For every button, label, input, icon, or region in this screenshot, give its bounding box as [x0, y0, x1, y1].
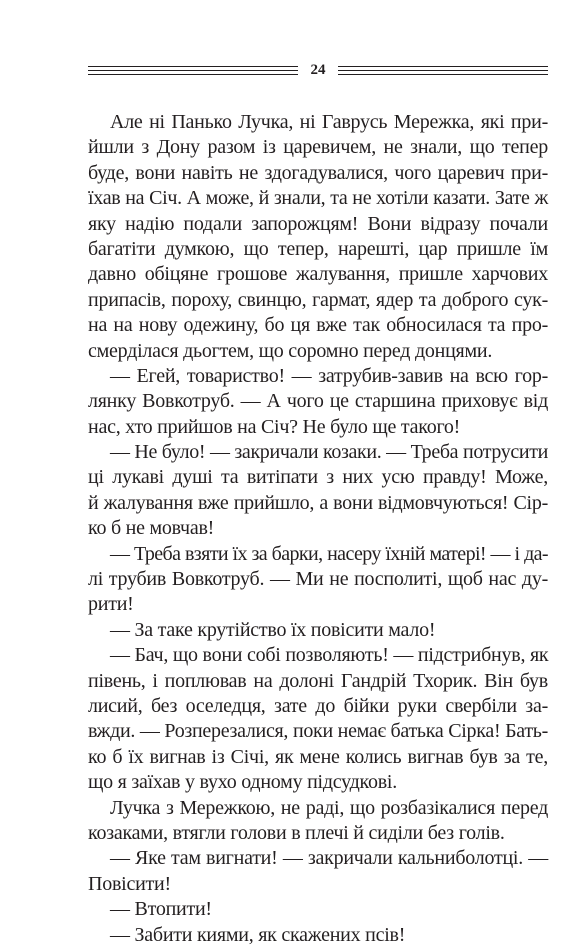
rule-line [88, 74, 298, 75]
text-line: лисий, без оселедця, зате до бійки руки свербіли за- [88, 694, 548, 717]
text-line: — Втопити! [110, 898, 212, 921]
text-line: рити! [88, 593, 134, 616]
body-text [88, 110, 548, 948]
text-line: ко б не мовчав! [88, 517, 215, 540]
text-line: — Бач, що вони собі позволяють! — підстрибнув, як [110, 644, 549, 667]
header-rule-right [338, 66, 548, 76]
text-line: — Егей, товариство! — затрубив-завив на всю гор- [110, 364, 548, 387]
page-number: 24 [310, 62, 326, 78]
text-line: — Треба взяти їх за барки, насеру їхній матері! — і да- [110, 542, 548, 565]
text-line: йшли з Дону разом із царевичем, не знали, що тепер [88, 136, 548, 159]
text-line: нас, хто прийшов на Січ? Не було ще такого! [88, 415, 461, 438]
text-line: півень, і поплював на долоні Гандрій Тхорик. Він був [88, 669, 548, 692]
text-line: багатіти думкою, що тепер, нарешті, цар пришле їм [88, 237, 548, 260]
rule-line [338, 74, 548, 75]
text-line: й жалування вже прийшло, а вони відмовчуються! Сір- [88, 491, 548, 514]
text-line: лі трубив Вовкотруб. — Ми не посполиті, щоб нас ду- [88, 568, 548, 591]
rule-line [338, 66, 548, 67]
text-line: ко б їх вигнав із Січі, як мене колись вигнав був за те, [88, 745, 548, 768]
text-line: ці лукаві душі та витіпати з них усю правду! Може, [88, 466, 548, 489]
rule-line [88, 70, 298, 71]
page-header [88, 60, 548, 84]
rule-line [88, 66, 298, 67]
text-line: буде, вони навіть не здогадувалися, чого царевич при- [88, 161, 548, 184]
text-line: — Не було! — закричали козаки. — Треба потрусити [110, 441, 548, 464]
text-line: лянку Вовкотруб. — А чого це старшина приховує від [88, 390, 548, 413]
text-line: козаками, втягли голови в плечі й сиділи без голів. [88, 821, 505, 844]
text-line: — Забити киями, як скажених псів! [110, 923, 406, 946]
text-line: — За таке крутійство їх повісити мало! [110, 618, 436, 641]
text-line: яку надію подали запорожцям! Вони відразу почали [88, 212, 548, 235]
text-line: їхав на Січ. А може, й знали, та не хотіли казати. Зате ж [88, 187, 548, 210]
text-line: Але ні Панько Лучка, ні Гаврусь Мережка, які при- [110, 111, 548, 133]
text-line: давно обіцяне грошове жалування, пришле харчових [88, 263, 548, 286]
header-rule-left [88, 66, 298, 76]
rule-line [338, 70, 548, 71]
text-line: смерділася дьогтем, що соромно перед донцями. [88, 339, 493, 362]
text-line: припасів, пороху, свинцю, гармат, ядер та доброго сук- [88, 288, 548, 311]
text-line: — Яке там вигнати! — закричали кальниболотці. — [110, 847, 548, 870]
text-line: Лучка з Мережкою, не раді, що розбазікалися перед [110, 796, 548, 819]
text-line: що я заїхав у вухо одному підсудкові. [88, 771, 397, 794]
text-line: вжди. — Розперезалися, поки немає батька Сірка! Бать- [88, 720, 548, 743]
text-line: Повісити! [88, 872, 171, 895]
text-line: на на нову одежину, бо ця вже так обносилася та про- [88, 314, 548, 337]
